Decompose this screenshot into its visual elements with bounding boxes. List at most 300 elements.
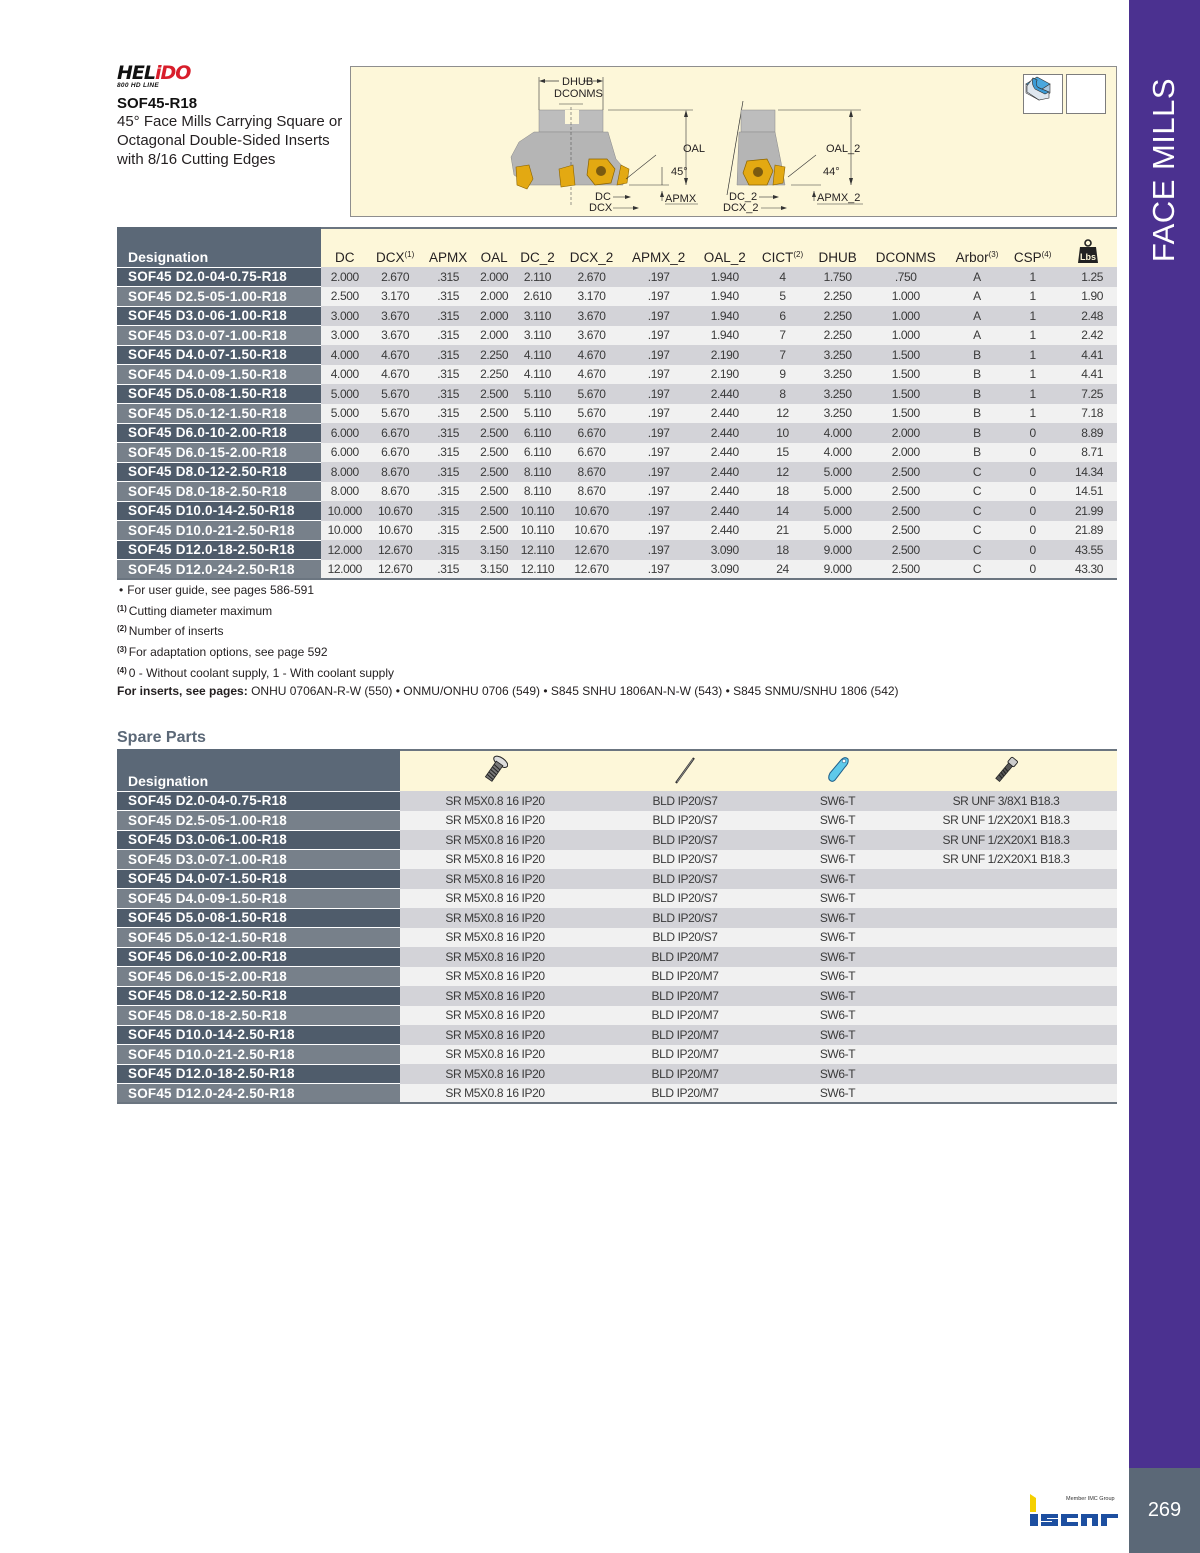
material-icons — [1023, 74, 1106, 114]
cell-dc: 6.000 — [321, 423, 369, 443]
table-row — [117, 384, 1117, 404]
cell-apmx: .315 — [422, 365, 475, 385]
cell-screw: SR M5X0.8 16 IP20 — [400, 967, 590, 987]
cell-dc-2: 10.110 — [514, 501, 562, 521]
cell-dcx-2: 5.670 — [561, 384, 621, 404]
cell-dcx-2: 12.670 — [561, 540, 621, 560]
cell-designation: SOF45 D8.0-18-2.50-R18 — [117, 1006, 400, 1026]
cell-oal-2: 1.940 — [696, 267, 754, 287]
cell-designation: SOF45 D6.0-15-2.00-R18 — [117, 443, 321, 463]
cell-csp: 1 — [1007, 345, 1059, 365]
cell-screw: SR M5X0.8 16 IP20 — [400, 1025, 590, 1045]
cell-dc-2: 3.110 — [514, 306, 562, 326]
cell-dc: 10.000 — [321, 521, 369, 541]
cell-key: BLD IP20/M7 — [590, 1045, 780, 1065]
footnote-4: $^{(4)}$ 0 - Without coolant supply, 1 - With coolant supply — [117, 665, 395, 680]
cell-clamp — [895, 889, 1117, 909]
cell-cict: 4 — [754, 267, 811, 287]
cell-handle: SW6-T — [780, 947, 895, 967]
cell-apmx-2: .197 — [622, 501, 696, 521]
product-description: 45° Face Mills Carrying Square or Octagonal Double-Sided Inserts with 8/16 Cutting Edges — [117, 113, 343, 168]
cell-dconms: 2.500 — [864, 462, 947, 482]
cell-weight: 2.48 — [1059, 306, 1117, 326]
cell-oal: 2.000 — [475, 267, 514, 287]
tool-specs-table — [117, 227, 1117, 580]
cell-dc: 8.000 — [321, 462, 369, 482]
label-angle-44: 44° — [823, 166, 840, 178]
cell-designation: SOF45 D10.0-21-2.50-R18 — [117, 1045, 400, 1065]
cell-dc-2: 10.110 — [514, 521, 562, 541]
cell-dconms: 1.500 — [864, 365, 947, 385]
spare-col-screw — [400, 750, 590, 791]
cell-dcx-2: 6.670 — [561, 443, 621, 463]
cell-csp: 0 — [1007, 560, 1059, 580]
cell-designation: SOF45 D4.0-09-1.50-R18 — [117, 889, 400, 909]
cell-apmx-2: .197 — [622, 365, 696, 385]
cell-arbor: B — [947, 423, 1006, 443]
cell-dconms: 1.500 — [864, 345, 947, 365]
cell-key: BLD IP20/M7 — [590, 967, 780, 987]
cell-dconms: 2.500 — [864, 560, 947, 580]
label-oal: OAL — [683, 143, 706, 155]
cell-apmx-2: .197 — [622, 345, 696, 365]
table-row — [117, 1064, 1117, 1084]
cell-dc-2: 8.110 — [514, 482, 562, 502]
cell-arbor: A — [947, 326, 1006, 346]
cell-dcx-2: 5.670 — [561, 404, 621, 424]
table-row — [117, 1084, 1117, 1104]
cell-dhub: 4.000 — [811, 423, 864, 443]
cell-dc: 10.000 — [321, 501, 369, 521]
cell-cict: 24 — [754, 560, 811, 580]
cell-dc: 5.000 — [321, 384, 369, 404]
cell-csp: 1 — [1007, 404, 1059, 424]
cell-key: BLD IP20/S7 — [590, 908, 780, 928]
table-row — [117, 928, 1117, 948]
cell-csp: 1 — [1007, 326, 1059, 346]
cell-apmx: .315 — [422, 521, 475, 541]
cell-oal-2: 2.190 — [696, 365, 754, 385]
cell-oal-2: 2.440 — [696, 521, 754, 541]
label-apmx: APMX — [665, 193, 697, 205]
cell-apmx-2: .197 — [622, 306, 696, 326]
label-oal-2: OAL_2 — [826, 143, 861, 155]
cell-designation: SOF45 D12.0-18-2.50-R18 — [117, 540, 321, 560]
cell-cict: 6 — [754, 306, 811, 326]
cell-dc: 6.000 — [321, 443, 369, 463]
cell-csp: 0 — [1007, 482, 1059, 502]
col-dhub: DHUB — [811, 228, 864, 267]
cell-clamp: SR UNF 1/2X20X1 B18.3 — [895, 850, 1117, 870]
cell-screw: SR M5X0.8 16 IP20 — [400, 850, 590, 870]
cell-dhub: 5.000 — [811, 462, 864, 482]
cell-csp: 0 — [1007, 462, 1059, 482]
cell-dconms: 1.000 — [864, 306, 947, 326]
cell-oal-2: 3.090 — [696, 540, 754, 560]
cell-apmx-2: .197 — [622, 540, 696, 560]
cell-oal: 2.500 — [475, 521, 514, 541]
cell-apmx-2: .197 — [622, 287, 696, 307]
cell-dcx: 8.670 — [369, 462, 422, 482]
note-user-guide: • For user guide, see pages 586-591 — [119, 583, 314, 597]
cell-arbor: B — [947, 345, 1006, 365]
cell-clamp: SR UNF 1/2X20X1 B18.3 — [895, 830, 1117, 850]
cell-apmx: .315 — [422, 306, 475, 326]
cell-designation: SOF45 D5.0-12-1.50-R18 — [117, 404, 321, 424]
cell-handle: SW6-T — [780, 830, 895, 850]
cell-dconms: 1.000 — [864, 287, 947, 307]
cell-designation: SOF45 D3.0-07-1.00-R18 — [117, 326, 321, 346]
cell-oal: 2.500 — [475, 482, 514, 502]
cell-screw: SR M5X0.8 16 IP20 — [400, 811, 590, 831]
cell-arbor: A — [947, 306, 1006, 326]
cell-designation: SOF45 D12.0-18-2.50-R18 — [117, 1064, 400, 1084]
table-row — [117, 811, 1117, 831]
cell-arbor: B — [947, 404, 1006, 424]
cell-oal-2: 2.190 — [696, 345, 754, 365]
col-dc-2: DC_2 — [514, 228, 562, 267]
footnote-3: $^{(3)}$ For adaptation options, see page 592 — [117, 645, 328, 660]
col-designation: Designation — [117, 228, 321, 267]
cell-apmx-2: .197 — [622, 326, 696, 346]
cell-oal-2: 1.940 — [696, 287, 754, 307]
cell-weight: 14.34 — [1059, 462, 1117, 482]
cell-designation: SOF45 D4.0-09-1.50-R18 — [117, 365, 321, 385]
profile-block-icon — [1066, 74, 1106, 114]
cell-dcx: 3.670 — [369, 306, 422, 326]
product-code: SOF45-R18 — [117, 95, 198, 112]
cell-apmx: .315 — [422, 482, 475, 502]
weight-lbs-icon — [1077, 239, 1099, 265]
tool-specs-body — [117, 267, 1117, 579]
cell-dconms: 2.000 — [864, 423, 947, 443]
cell-designation: SOF45 D2.5-05-1.00-R18 — [117, 811, 400, 831]
cell-dcx-2: 3.670 — [561, 306, 621, 326]
cell-screw: SR M5X0.8 16 IP20 — [400, 889, 590, 909]
cell-clamp — [895, 908, 1117, 928]
cell-arbor: C — [947, 482, 1006, 502]
cell-cict: 12 — [754, 462, 811, 482]
cell-oal: 3.150 — [475, 540, 514, 560]
cell-dc-2: 3.110 — [514, 326, 562, 346]
cell-csp: 1 — [1007, 365, 1059, 385]
page-number — [1129, 1468, 1200, 1553]
col-oal: OAL — [475, 228, 514, 267]
cell-key: BLD IP20/M7 — [590, 1025, 780, 1045]
col-apmx: APMX — [422, 228, 475, 267]
cell-handle: SW6-T — [780, 928, 895, 948]
cell-dhub: 1.750 — [811, 267, 864, 287]
table-row — [117, 462, 1117, 482]
cell-apmx-2: .197 — [622, 443, 696, 463]
cell-arbor: C — [947, 521, 1006, 541]
section-side-tab-label — [1129, 60, 1200, 280]
cell-dhub: 2.250 — [811, 306, 864, 326]
col-dcx-2: DCX_2 — [561, 228, 621, 267]
cell-dc-2: 6.110 — [514, 423, 562, 443]
logo-subline: 800 HD LINE — [117, 82, 159, 89]
cell-designation: SOF45 D3.0-06-1.00-R18 — [117, 830, 400, 850]
table-row — [117, 267, 1117, 287]
cell-dcx: 10.670 — [369, 521, 422, 541]
cell-screw: SR M5X0.8 16 IP20 — [400, 791, 590, 811]
cell-dcx: 5.670 — [369, 404, 422, 424]
col-oal-2: OAL_2 — [696, 228, 754, 267]
footnotes — [117, 582, 899, 700]
cell-screw: SR M5X0.8 16 IP20 — [400, 1006, 590, 1026]
cell-apmx-2: .197 — [622, 384, 696, 404]
cell-apmx: .315 — [422, 267, 475, 287]
cell-dhub: 3.250 — [811, 345, 864, 365]
table-row — [117, 287, 1117, 307]
cell-dc-2: 8.110 — [514, 462, 562, 482]
cell-dhub: 9.000 — [811, 560, 864, 580]
cell-dhub: 4.000 — [811, 443, 864, 463]
svg-text:Lbs: Lbs — [1079, 252, 1096, 262]
cell-dcx: 2.670 — [369, 267, 422, 287]
cell-dconms: 2.500 — [864, 540, 947, 560]
cell-apmx: .315 — [422, 540, 475, 560]
cell-handle: SW6-T — [780, 850, 895, 870]
table-row — [117, 404, 1117, 424]
cell-dconms: 2.500 — [864, 521, 947, 541]
cell-oal-2: 2.440 — [696, 501, 754, 521]
footnote-2: $^{(2)}$ Number of inserts — [117, 624, 224, 639]
cell-dhub: 2.250 — [811, 287, 864, 307]
cell-oal: 2.000 — [475, 326, 514, 346]
cell-designation: SOF45 D5.0-08-1.50-R18 — [117, 908, 400, 928]
cell-dc: 3.000 — [321, 326, 369, 346]
cell-csp: 0 — [1007, 501, 1059, 521]
cell-apmx: .315 — [422, 443, 475, 463]
cell-oal-2: 2.440 — [696, 443, 754, 463]
cell-key: BLD IP20/S7 — [590, 928, 780, 948]
cell-dc-2: 2.610 — [514, 287, 562, 307]
cell-designation: SOF45 D12.0-24-2.50-R18 — [117, 560, 321, 580]
cell-key: BLD IP20/M7 — [590, 1006, 780, 1026]
cell-weight: 43.55 — [1059, 540, 1117, 560]
spare-parts-title: Spare Parts — [117, 729, 206, 746]
cell-handle: SW6-T — [780, 1064, 895, 1084]
cell-csp: 1 — [1007, 267, 1059, 287]
cell-handle: SW6-T — [780, 1025, 895, 1045]
cell-dc-2: 2.110 — [514, 267, 562, 287]
cell-dhub: 5.000 — [811, 521, 864, 541]
cell-oal-2: 2.440 — [696, 482, 754, 502]
spare-col-designation: Designation — [117, 750, 400, 791]
cell-key: BLD IP20/S7 — [590, 850, 780, 870]
cell-weight: 4.41 — [1059, 365, 1117, 385]
cell-dc-2: 5.110 — [514, 404, 562, 424]
cell-oal-2: 1.940 — [696, 326, 754, 346]
cell-designation: SOF45 D5.0-08-1.50-R18 — [117, 384, 321, 404]
cell-apmx: .315 — [422, 423, 475, 443]
cell-dc-2: 5.110 — [514, 384, 562, 404]
footnote-1: $^{(1)}$ Cutting diameter maximum — [117, 603, 273, 618]
table-row — [117, 521, 1117, 541]
cell-clamp — [895, 1045, 1117, 1065]
cell-oal: 2.500 — [475, 384, 514, 404]
spare-col-clamp — [895, 750, 1117, 791]
cell-clamp — [895, 1006, 1117, 1026]
cell-apmx-2: .197 — [622, 560, 696, 580]
cell-arbor: A — [947, 287, 1006, 307]
cell-dcx-2: 12.670 — [561, 560, 621, 580]
cell-clamp — [895, 869, 1117, 889]
cell-weight: 7.18 — [1059, 404, 1117, 424]
cell-apmx: .315 — [422, 462, 475, 482]
cell-clamp — [895, 947, 1117, 967]
cell-key: BLD IP20/S7 — [590, 869, 780, 889]
cell-weight: 43.30 — [1059, 560, 1117, 580]
cell-key: BLD IP20/S7 — [590, 889, 780, 909]
label-dcx-2: DCX_2 — [723, 202, 759, 214]
cell-dcx-2: 10.670 — [561, 521, 621, 541]
cell-dconms: 2.500 — [864, 501, 947, 521]
cell-dconms: 2.000 — [864, 443, 947, 463]
cell-clamp: SR UNF 3/8X1 B18.3 — [895, 791, 1117, 811]
face-mill-side-view — [723, 101, 863, 214]
cell-screw: SR M5X0.8 16 IP20 — [400, 1045, 590, 1065]
cell-dc-2: 4.110 — [514, 345, 562, 365]
cell-dcx: 8.670 — [369, 482, 422, 502]
cell-oal-2: 1.940 — [696, 306, 754, 326]
cell-handle: SW6-T — [780, 889, 895, 909]
cell-handle: SW6-T — [780, 791, 895, 811]
cell-oal: 2.500 — [475, 404, 514, 424]
cell-oal-2: 3.090 — [696, 560, 754, 580]
cell-designation: SOF45 D8.0-12-2.50-R18 — [117, 986, 400, 1006]
cell-designation: SOF45 D2.5-05-1.00-R18 — [117, 287, 321, 307]
col-cict: CICT$^{(2)}$ — [754, 228, 811, 267]
cell-designation: SOF45 D6.0-10-2.00-R18 — [117, 947, 400, 967]
cell-cict: 8 — [754, 384, 811, 404]
cell-handle: SW6-T — [780, 1045, 895, 1065]
label-dcx: DCX — [589, 202, 613, 214]
cell-key: BLD IP20/S7 — [590, 791, 780, 811]
cell-handle: SW6-T — [780, 1006, 895, 1026]
cell-weight: 1.90 — [1059, 287, 1117, 307]
cell-dc: 12.000 — [321, 540, 369, 560]
cell-oal: 2.000 — [475, 287, 514, 307]
cell-dcx-2: 2.670 — [561, 267, 621, 287]
col-csp: CSP$^{(4)}$ — [1007, 228, 1059, 267]
cell-apmx: .315 — [422, 404, 475, 424]
cell-arbor: B — [947, 384, 1006, 404]
cell-cict: 15 — [754, 443, 811, 463]
cell-apmx-2: .197 — [622, 267, 696, 287]
cell-csp: 1 — [1007, 306, 1059, 326]
table-row — [117, 791, 1117, 811]
cell-screw: SR M5X0.8 16 IP20 — [400, 928, 590, 948]
label-apmx-2: APMX_2 — [817, 192, 861, 204]
cell-key: BLD IP20/S7 — [590, 811, 780, 831]
col-dc: DC — [321, 228, 369, 267]
col-weight — [1059, 228, 1117, 267]
cell-handle: SW6-T — [780, 811, 895, 831]
cell-screw: SR M5X0.8 16 IP20 — [400, 830, 590, 850]
cell-dcx: 10.670 — [369, 501, 422, 521]
col-dcx: DCX$^{(1)}$ — [369, 228, 422, 267]
cell-key: BLD IP20/M7 — [590, 947, 780, 967]
cell-oal: 2.500 — [475, 462, 514, 482]
cell-handle: SW6-T — [780, 967, 895, 987]
cell-apmx: .315 — [422, 560, 475, 580]
cell-dcx-2: 8.670 — [561, 482, 621, 502]
insert-screw-icon — [482, 755, 508, 785]
cell-dconms: 1.000 — [864, 326, 947, 346]
cell-apmx: .315 — [422, 287, 475, 307]
table-row — [117, 869, 1117, 889]
cell-clamp — [895, 928, 1117, 948]
key-blade-icon — [672, 755, 698, 785]
cell-oal-2: 2.440 — [696, 404, 754, 424]
cell-dc-2: 12.110 — [514, 560, 562, 580]
cell-designation: SOF45 D10.0-14-2.50-R18 — [117, 501, 321, 521]
cell-arbor: C — [947, 462, 1006, 482]
cell-handle: SW6-T — [780, 869, 895, 889]
tool-diagram — [350, 66, 1117, 217]
logo-part-hel: HEL — [117, 62, 155, 84]
table-header-row — [117, 228, 1117, 267]
table-row — [117, 1025, 1117, 1045]
cell-screw: SR M5X0.8 16 IP20 — [400, 869, 590, 889]
cell-arbor: B — [947, 443, 1006, 463]
cell-dhub: 9.000 — [811, 540, 864, 560]
cell-csp: 1 — [1007, 384, 1059, 404]
cell-cict: 7 — [754, 345, 811, 365]
cell-key: BLD IP20/M7 — [590, 986, 780, 1006]
cell-dhub: 3.250 — [811, 384, 864, 404]
table-row — [117, 501, 1117, 521]
label-dconms: DCONMS — [554, 88, 603, 100]
cell-csp: 0 — [1007, 540, 1059, 560]
cell-oal: 2.500 — [475, 443, 514, 463]
cell-key: BLD IP20/M7 — [590, 1064, 780, 1084]
cell-oal-2: 2.440 — [696, 462, 754, 482]
cell-csp: 0 — [1007, 443, 1059, 463]
table-row — [117, 443, 1117, 463]
cell-apmx: .315 — [422, 345, 475, 365]
cell-csp: 0 — [1007, 521, 1059, 541]
cell-dcx-2: 8.670 — [561, 462, 621, 482]
spare-parts-table — [117, 749, 1117, 1104]
cell-apmx-2: .197 — [622, 521, 696, 541]
cell-cict: 10 — [754, 423, 811, 443]
cell-cict: 12 — [754, 404, 811, 424]
cell-dhub: 5.000 — [811, 482, 864, 502]
table-row — [117, 540, 1117, 560]
cell-clamp — [895, 1064, 1117, 1084]
cell-apmx-2: .197 — [622, 423, 696, 443]
cell-cict: 7 — [754, 326, 811, 346]
cell-arbor: C — [947, 540, 1006, 560]
cell-designation: SOF45 D10.0-14-2.50-R18 — [117, 1025, 400, 1045]
cell-handle: SW6-T — [780, 1084, 895, 1104]
cell-designation: SOF45 D3.0-06-1.00-R18 — [117, 306, 321, 326]
cell-dcx: 3.170 — [369, 287, 422, 307]
wrench-handle-icon — [825, 755, 851, 785]
cell-dcx: 6.670 — [369, 423, 422, 443]
cell-weight: 21.99 — [1059, 501, 1117, 521]
cell-handle: SW6-T — [780, 986, 895, 1006]
cell-clamp — [895, 967, 1117, 987]
cell-dc: 3.000 — [321, 306, 369, 326]
cell-oal: 2.500 — [475, 501, 514, 521]
cell-screw: SR M5X0.8 16 IP20 — [400, 1064, 590, 1084]
cell-designation: SOF45 D4.0-07-1.50-R18 — [117, 869, 400, 889]
cell-key: BLD IP20/S7 — [590, 830, 780, 850]
